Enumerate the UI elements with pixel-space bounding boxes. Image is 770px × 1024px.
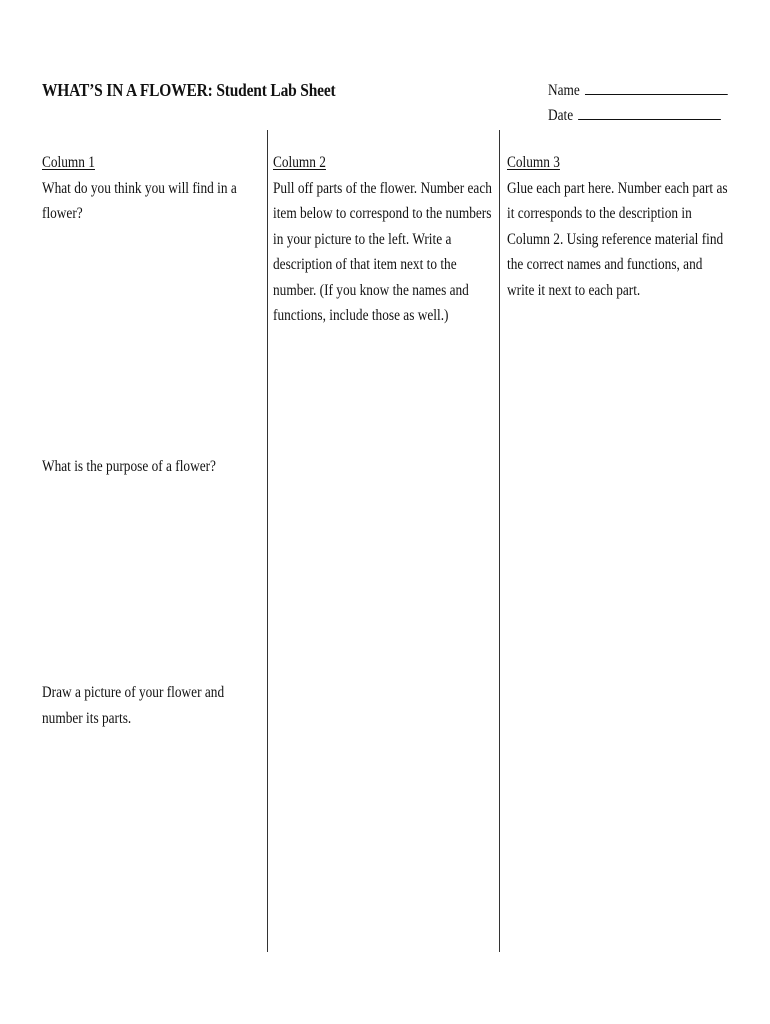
- column-3: [507, 150, 729, 303]
- page-title: WHAT’S IN A FLOWER: Student Lab Sheet: [42, 80, 336, 100]
- column-2-heading: Column 2: [273, 154, 326, 171]
- column-1: [42, 150, 262, 227]
- name-field[interactable]: [548, 80, 728, 100]
- column-1-prompt: What do you think you will find in a flower?: [42, 179, 237, 222]
- column-2-instructions: Pull off parts of the flower. Number each item below to correspond to the numbers in your picture to the left. Write a description of that item next to the number. (If you know the names and functions, include those as well.): [273, 179, 492, 324]
- column-3-instructions: Glue each part here. Number each part as it corresponds to the description in Column 2. Using reference material find the correct names and functions, and write it next to each part.: [507, 179, 728, 299]
- name-label: Name: [548, 82, 580, 99]
- draw-picture-prompt: Draw a picture of your flower and number its parts.: [42, 684, 225, 727]
- column-divider-2: [499, 130, 500, 952]
- date-field[interactable]: [548, 105, 721, 125]
- name-blank-line[interactable]: [585, 80, 728, 95]
- purpose-question: What is the purpose of a flower?: [42, 458, 216, 475]
- column-2: [273, 150, 495, 329]
- date-label: Date: [548, 107, 574, 124]
- column-1-heading: Column 1: [42, 154, 95, 171]
- column-3-heading: Column 3: [507, 154, 560, 171]
- date-blank-line[interactable]: [578, 105, 721, 120]
- column-divider-1: [267, 130, 268, 952]
